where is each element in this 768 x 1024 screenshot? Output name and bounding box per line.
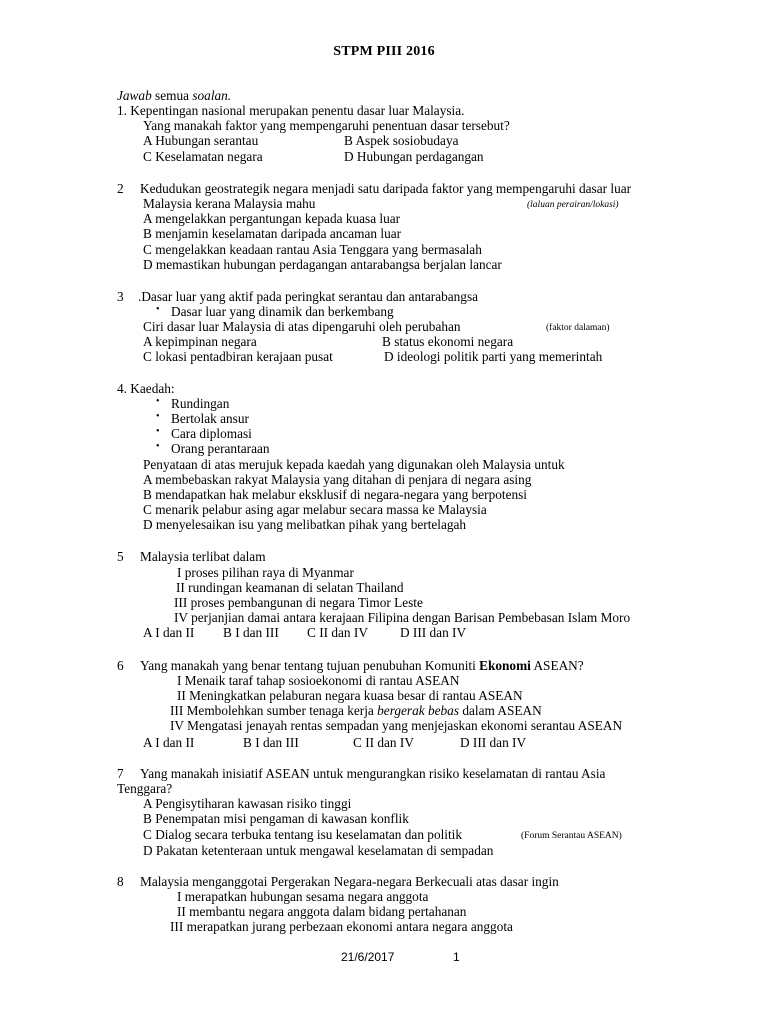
q7-option-b: B Penempatan misi pengaman di kawasan konflik — [143, 811, 409, 826]
q2-option-a: A mengelakkan pergantungan kepada kuasa luar — [143, 211, 401, 226]
q1-option-d: D Hubungan perdagangan — [344, 149, 484, 164]
q5-option-b: B I dan III — [223, 625, 279, 640]
q3-note: (faktor dalaman) — [546, 323, 610, 333]
q5-item-iv: IV perjanjian damai antara kerajaan Filipina dengan Barisan Pembebasan Islam Moro — [174, 610, 631, 625]
bullet-icon: • — [156, 426, 160, 437]
q1-option-c: C Keselamatan negara — [143, 149, 263, 164]
q5-option-d: D III dan IV — [400, 625, 467, 640]
footer-date: 21/6/2017 — [341, 950, 395, 964]
q6-option-b: B I dan III — [243, 735, 299, 750]
q6-option-c: C II dan IV — [353, 735, 414, 750]
page-title: STPM PIII 2016 — [333, 44, 435, 59]
q4-option-b: B mendapatkan hak melabur eksklusif di negara-negara yang berpotensi — [143, 487, 527, 502]
q5-item-i: I proses pilihan raya di Myanmar — [177, 565, 354, 580]
page-number: 1 — [453, 950, 460, 964]
q7-note: (Forum Serantau ASEAN) — [521, 831, 622, 841]
q7-option-d: D Pakatan ketenteraan untuk mengawal keselamatan di sempadan — [143, 843, 494, 858]
q3-line3: Ciri dasar luar Malaysia di atas dipengaruhi oleh perubahan — [143, 319, 461, 334]
q6-item-ii: II Meningkatkan pelaburan negara kuasa besar di rantau ASEAN — [177, 688, 523, 703]
q5-item-ii: II rundingan keamanan di selatan Thailand — [176, 580, 404, 595]
bullet-icon: • — [156, 441, 160, 452]
q4-stem: 4. Kaedah: — [117, 381, 175, 396]
q1-line2: Yang manakah faktor yang mempengaruhi penentuan dasar tersebut? — [143, 118, 510, 133]
q6-item-iv: IV Mengatasi jenayah rentas sempadan yang menjejaskan ekonomi serantau ASEAN — [170, 718, 623, 733]
q5-stem: Malaysia terlibat dalam — [140, 549, 266, 564]
q8-item-i: I merapatkan hubungan sesama negara anggota — [177, 889, 429, 904]
q2-number: 2 — [117, 181, 124, 196]
q2-stem: Kedudukan geostrategik negara menjadi satu daripada faktor yang mempengaruhi dasar luar — [140, 181, 632, 196]
q8-number: 8 — [117, 874, 124, 889]
q5-option-a: A I dan II — [143, 625, 195, 640]
instruction: Jawab semua soalan. — [117, 88, 232, 103]
q6-option-a: A I dan II — [143, 735, 195, 750]
bullet-icon: • — [156, 396, 160, 407]
q1-option-a: A Hubungan serantau — [143, 133, 259, 148]
q4-option-d: D menyelesaikan isu yang melibatkan pihak yang bertelagah — [143, 517, 467, 532]
bullet-icon: • — [156, 411, 160, 422]
q5-number: 5 — [117, 549, 124, 564]
q5-item-iii: III proses pembangunan di negara Timor Leste — [174, 595, 423, 610]
q7-line2: Tenggara? — [117, 781, 173, 796]
q1-option-b: B Aspek sosiobudaya — [344, 133, 459, 148]
q7-stem: Yang manakah inisiatif ASEAN untuk mengurangkan risiko keselamatan di rantau Asia — [140, 766, 606, 781]
q6-item-iii: III Membolehkan sumber tenaga kerja bergerak bebas dalam ASEAN — [170, 703, 542, 718]
q6-stem: Yang manakah yang benar tentang tujuan penubuhan Komuniti Ekonomi ASEAN? — [140, 658, 584, 673]
q4-bullet: Cara diplomasi — [171, 426, 252, 441]
q3-number: 3 — [117, 289, 124, 304]
q3-stem: .Dasar luar yang aktif pada peringkat serantau dan antarabangsa — [138, 289, 479, 304]
q3-option-b: B status ekonomi negara — [382, 334, 514, 349]
q4-option-a: A membebaskan rakyat Malaysia yang ditahan di penjara di negara asing — [143, 472, 532, 487]
q3-option-a: A kepimpinan negara — [143, 334, 257, 349]
q8-stem: Malaysia menganggotai Pergerakan Negara-negara Berkecuali atas dasar ingin — [140, 874, 559, 889]
q2-line2: Malaysia kerana Malaysia mahu — [143, 196, 316, 211]
q3-option-d: D ideologi politik parti yang memerintah — [384, 349, 603, 364]
q6-option-d: D III dan IV — [460, 735, 527, 750]
q2-option-d: D memastikan hubungan perdagangan antarabangsa berjalan lancar — [143, 257, 502, 272]
q3-bullet: Dasar luar yang dinamik dan berkembang — [171, 304, 394, 319]
bullet-icon: • — [156, 304, 160, 315]
q4-option-c: C menarik pelabur asing agar melabur secara massa ke Malaysia — [143, 502, 487, 517]
q4-bullet: Bertolak ansur — [171, 411, 249, 426]
q7-number: 7 — [117, 766, 124, 781]
q5-option-c: C II dan IV — [307, 625, 368, 640]
q4-bullet: Rundingan — [171, 396, 230, 411]
q6-number: 6 — [117, 658, 124, 673]
q2-option-b: B menjamin keselamatan daripada ancaman luar — [143, 226, 402, 241]
q3-option-c: C lokasi pentadbiran kerajaan pusat — [143, 349, 333, 364]
q2-option-c: C mengelakkan keadaan rantau Asia Tenggara yang bermasalah — [143, 242, 482, 257]
q7-option-c: C Dialog secara terbuka tentang isu keselamatan dan politik — [143, 827, 463, 842]
q6-item-i: I Menaik taraf tahap sosioekonomi di rantau ASEAN — [177, 673, 460, 688]
q7-option-a: A Pengisytiharan kawasan risiko tinggi — [143, 796, 352, 811]
q4-bullet: Orang perantaraan — [171, 441, 270, 456]
q4-line: Penyataan di atas merujuk kepada kaedah yang digunakan oleh Malaysia untuk — [143, 457, 565, 472]
q8-item-ii: II membantu negara anggota dalam bidang pertahanan — [177, 904, 467, 919]
q2-note: (laluan perairan/lokasi) — [527, 200, 619, 210]
q8-item-iii: III merapatkan jurang perbezaan ekonomi antara negara anggota — [170, 919, 513, 934]
q1-stem: 1. Kepentingan nasional merupakan penentu dasar luar Malaysia. — [117, 103, 465, 118]
